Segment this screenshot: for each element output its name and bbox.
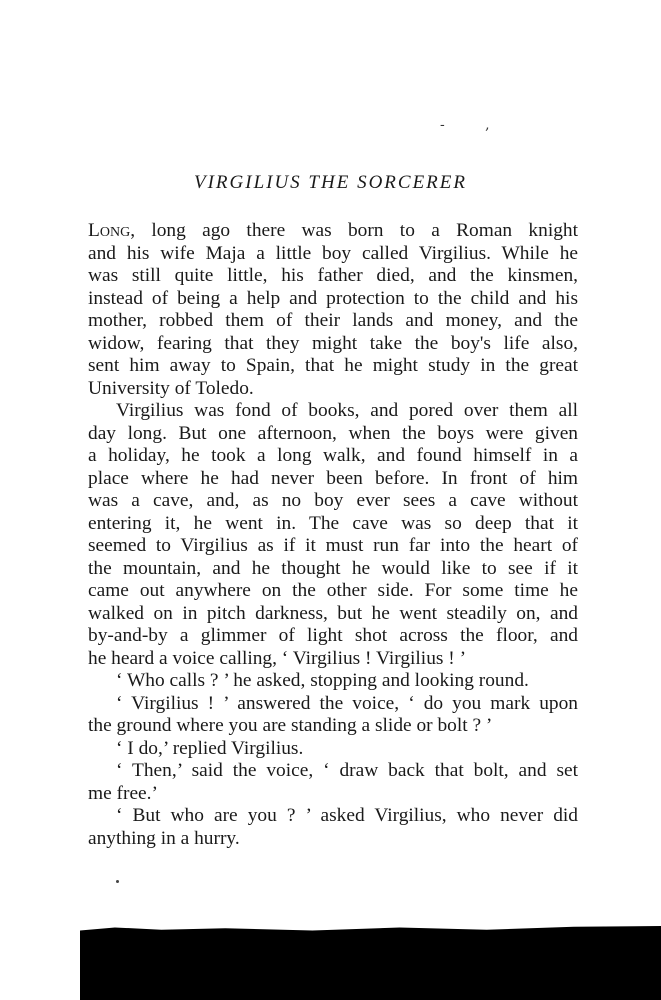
text-line: [88, 715, 578, 738]
text-line: [88, 603, 578, 626]
line-text: Virgilius was fond of books, and pored over them all: [116, 400, 578, 421]
line-text: by-and-by a glimmer of light shot across the floor, and: [88, 625, 578, 646]
text-line: [88, 580, 578, 603]
line-text: entering it, he went in. The cave was so deep that it: [88, 512, 578, 534]
text-line: [88, 220, 578, 243]
line-text: was a cave, and, as no boy ever sees a cave without: [88, 490, 578, 511]
text-line: [88, 400, 578, 423]
text-line: [88, 648, 578, 671]
line-text: the ground where you are standing a slide or bolt ? ’: [88, 715, 493, 736]
text-line: [88, 243, 578, 266]
line-text: place where he had never been before. In front of him: [88, 467, 578, 489]
text-line: [88, 625, 578, 648]
line-text: , long ago there was born to a Roman knight: [130, 220, 578, 241]
text-line: [88, 355, 578, 378]
line-text: anything in a hurry.: [88, 827, 240, 849]
line-text: a holiday, he took a long walk, and found himself in a: [88, 445, 578, 466]
text-line: [88, 760, 578, 783]
line-text: was still quite little, his father died, and the kinsmen,: [88, 265, 578, 286]
text-line: [88, 783, 578, 806]
text-line: [88, 693, 578, 716]
line-text: ‘ Virgilius ! ’ answered the voice, ‘ do you mark upon: [116, 692, 578, 714]
line-text: and his wife Maja a little boy called Virgilius. While he: [88, 242, 578, 264]
line-text: instead of being a help and protection to the child and his: [88, 287, 578, 309]
line-text: University of Toledo.: [88, 377, 254, 399]
line-text: ‘ Then,’ said the voice, ‘ draw back that bolt, and set: [116, 760, 578, 781]
text-line: [88, 738, 578, 761]
text-line: [88, 445, 578, 468]
page-title: VIRGILIUS THE SORCERER: [193, 172, 468, 193]
text-line: [88, 490, 578, 513]
line-text: came out anywhere on the other side. For some time he: [88, 580, 578, 601]
text-line: [88, 670, 578, 693]
text-line: [88, 468, 578, 491]
text-line: [88, 310, 578, 333]
line-text: me free.’: [88, 782, 158, 804]
text-line: [88, 333, 578, 356]
line-text: ‘ I do,’ replied Virgilius.: [116, 737, 304, 759]
text-line: [88, 513, 578, 536]
line-text: seemed to Virgilius as if it must run far into the heart of: [88, 535, 578, 556]
line-text: walked on in pitch darkness, but he went steadily on, and: [88, 602, 578, 624]
text-line: [88, 423, 578, 446]
line-text: ‘ But who are you ? ’ asked Virgilius, who never did: [116, 805, 578, 826]
text-line: [88, 828, 578, 851]
line-text: ‘ Who calls ? ’ he asked, stopping and looking round.: [116, 670, 529, 691]
line-text: sent him away to Spain, that he might study in the great: [88, 355, 578, 376]
line-text: widow, fearing that they might take the boy's life also,: [88, 332, 578, 354]
line-text: day long. But one afternoon, when the boys were given: [88, 422, 578, 444]
scan-dark-edge: [80, 926, 661, 1000]
line-text: mother, robbed them of their lands and money, and the: [88, 310, 578, 331]
drop-word: Long: [88, 220, 131, 241]
text-line: [88, 378, 578, 401]
text-line: [88, 558, 578, 581]
line-text: he heard a voice calling, ‘ Virgilius ! Virgilius ! ’: [88, 647, 467, 669]
text-line: [88, 265, 578, 288]
text-line: [88, 805, 578, 828]
text-line: [88, 535, 578, 558]
stray-mark: [116, 880, 119, 883]
text-line: [88, 288, 578, 311]
body-text: [88, 220, 578, 850]
top-marks: - ,: [440, 117, 508, 133]
line-text: the mountain, and he thought he would like to see if it: [88, 557, 578, 579]
